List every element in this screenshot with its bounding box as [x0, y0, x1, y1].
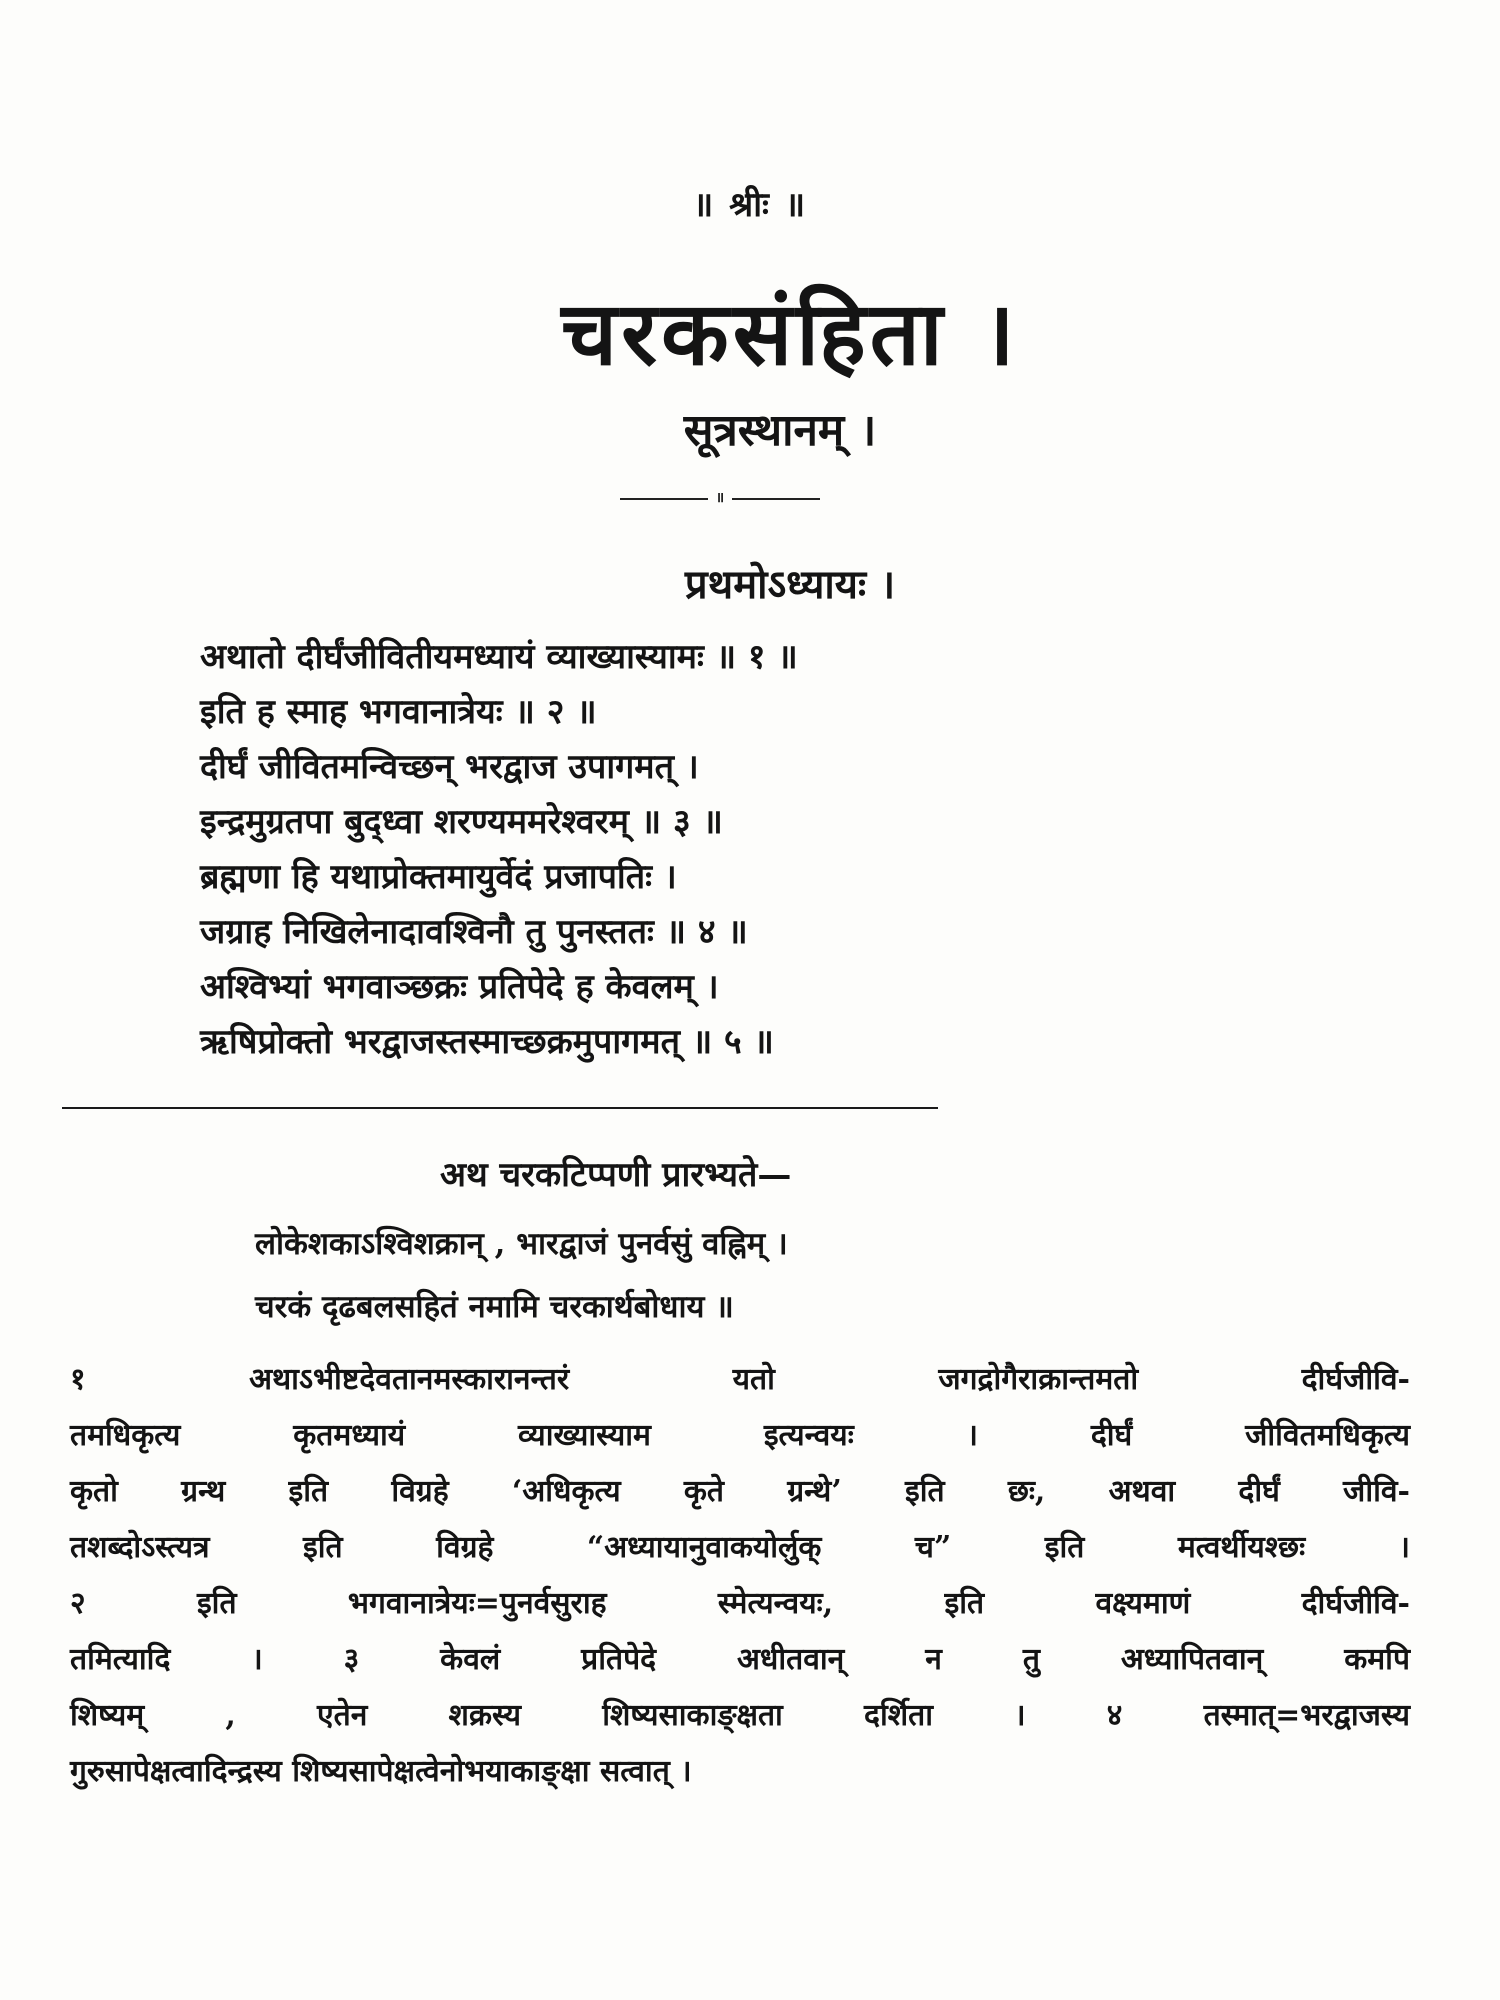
footnote-divider — [62, 1107, 938, 1109]
verse-line: ब्रह्मणा हि यथाप्रोक्तमायुर्वेदं प्रजापतिः । — [200, 857, 677, 897]
ornament-line-left — [620, 498, 708, 500]
chapter-title: प्रथमोऽध्यायः । — [684, 561, 896, 608]
ornament-mark: ॥ — [715, 490, 725, 506]
verse-block — [200, 630, 1300, 1070]
commentary-notes — [70, 1352, 1410, 1800]
commentary-heading: अथ चरकटिप्पणी प्रारभ्यते— — [440, 1155, 792, 1195]
verse-line: जग्राह निखिलेनादावश्विनौ तु पुनस्ततः ॥ ४ ॥ — [200, 912, 748, 952]
verse-line: अश्विभ्यां भगवाञ्छक्रः प्रतिपेदे ह केवलम् । — [200, 967, 719, 1007]
invocation-verse-line: चरकं दृढबलसहितं नमामि चरकार्थबोधाय ॥ — [255, 1289, 734, 1325]
ornament-line-right — [732, 498, 820, 500]
verse-line: इन्द्रमुग्रतपा बुद्ध्वा शरण्यममरेश्वरम् ॥ ३ ॥ — [200, 802, 723, 842]
note-line: तमधिकृत्य कृतमध्यायं व्याख्यास्याम इत्यन्वयः । दीर्घं जीवितमधिकृत्य — [70, 1418, 1410, 1453]
verse-line: ऋषिप्रोक्तो भरद्वाजस्तस्माच्छक्रमुपागमत् ॥ ५ ॥ — [200, 1022, 774, 1062]
invocation: ॥ श्रीः ॥ — [692, 185, 808, 225]
note-line: गुरुसापेक्षत्वादिन्द्रस्य शिष्यसापेक्षत्वेनोभयाकाङ्क्षा सत्वात् । — [70, 1754, 692, 1789]
note-line: तशब्दोऽस्त्यत्र इति विग्रहे “अध्यायानुवाकयोर्लुक् च” इति मत्वर्थीयश्छः । — [70, 1530, 1410, 1565]
note-line: २ इति भगवानात्रेयः=पुनर्वसुराह स्मेत्यन्वयः, इति वक्ष्यमाणं दीर्घजीवि- — [70, 1586, 1410, 1621]
verse-line: अथातो दीर्घंजीवितीयमध्यायं व्याख्यास्यामः ॥ १ ॥ — [200, 637, 798, 677]
ornament-divider — [620, 492, 820, 504]
verse-line: इति ह स्माह भगवानात्रेयः ॥ २ ॥ — [200, 692, 597, 732]
page-title: चरकसंहिता । — [561, 281, 1019, 385]
section-title: सूत्रस्थानम् । — [683, 405, 877, 456]
note-line: १ अथाऽभीष्टदेवतानमस्कारानन्तरं यतो जगद्रोगैराक्रान्तमतो दीर्घजीवि- — [70, 1362, 1410, 1397]
invocation-verse-line: लोकेशकाऽश्विशक्रान् , भारद्वाजं पुनर्वसुं वह्निम् । — [255, 1226, 788, 1262]
verse-line: दीर्घं जीवितमन्विच्छन् भरद्वाज उपागमत् । — [200, 747, 699, 787]
note-line: तमित्यादि । ३ केवलं प्रतिपेदे अधीतवान् न तु अध्यापितवान् कमपि — [70, 1642, 1410, 1677]
note-line: शिष्यम् , एतेन शक्रस्य शिष्यसाकाङ्क्षता दर्शिता । ४ तस्मात्=भरद्वाजस्य — [70, 1698, 1410, 1733]
note-line: कृतो ग्रन्थ इति विग्रहे ‘अधिकृत्य कृते ग्रन्थे’ इति छः, अथवा दीर्घं जीवि- — [70, 1474, 1410, 1509]
